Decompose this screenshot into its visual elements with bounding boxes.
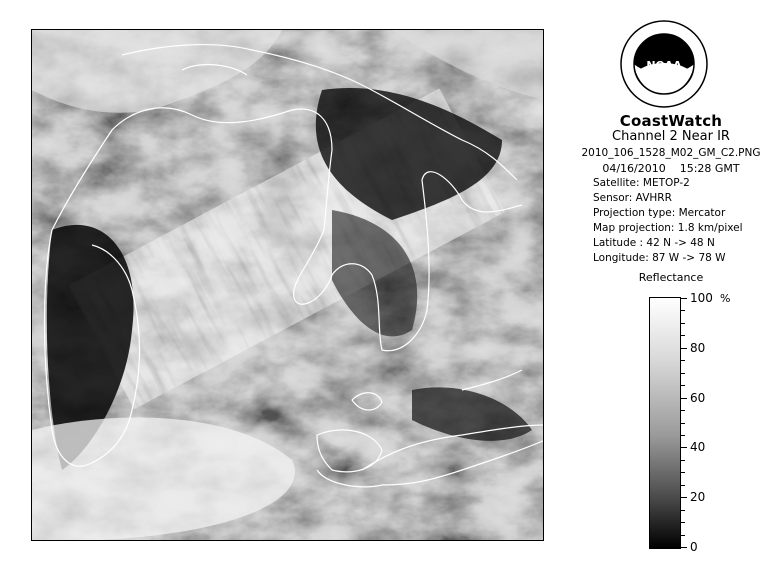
colorbar-tick bbox=[681, 298, 687, 299]
colorbar-tick-label: 60 bbox=[690, 391, 706, 405]
colorbar-label: Reflectance bbox=[638, 271, 704, 284]
colorbar-tick-label: 0 bbox=[690, 540, 698, 554]
colorbar-tick bbox=[681, 398, 687, 399]
colorbar-tick bbox=[681, 460, 685, 461]
latitude-info: Latitude : 42 N -> 48 N bbox=[593, 237, 715, 249]
colorbar-tick-label: 100 bbox=[690, 291, 713, 305]
colorbar-tick bbox=[681, 335, 685, 336]
colorbar-tick bbox=[681, 485, 685, 486]
colorbar-tick bbox=[681, 535, 685, 536]
colorbar-tick bbox=[681, 435, 685, 436]
map-projection-info: Map projection: 1.8 km/pixel bbox=[593, 222, 743, 234]
colorbar-tick bbox=[681, 373, 685, 374]
noaa-logo bbox=[620, 20, 708, 108]
sensor-info: Sensor: AVHRR bbox=[593, 192, 672, 204]
colorbar bbox=[649, 297, 681, 549]
colorbar-tick bbox=[681, 348, 687, 349]
colorbar-tick bbox=[681, 522, 685, 523]
colorbar-unit: % bbox=[720, 292, 731, 305]
channel-name: Channel 2 Near IR bbox=[612, 129, 730, 144]
colorbar-tick bbox=[681, 410, 685, 411]
colorbar-tick bbox=[681, 423, 685, 424]
colorbar-tick-label: 40 bbox=[690, 440, 706, 454]
file-name: 2010_106_1528_M02_GM_C2.PNG bbox=[581, 147, 761, 159]
longitude-info: Longitude: 87 W -> 78 W bbox=[593, 252, 726, 264]
colorbar-tick bbox=[681, 497, 687, 498]
colorbar-tick bbox=[681, 510, 685, 511]
colorbar-tick bbox=[681, 385, 685, 386]
colorbar-tick-label: 80 bbox=[690, 341, 706, 355]
colorbar-tick-label: 20 bbox=[690, 490, 706, 504]
colorbar-tick bbox=[681, 547, 687, 548]
colorbar-tick bbox=[681, 360, 685, 361]
satellite-image-map bbox=[31, 29, 544, 541]
colorbar-tick bbox=[681, 472, 685, 473]
colorbar-tick bbox=[681, 323, 685, 324]
projection-type-info: Projection type: Mercator bbox=[593, 207, 726, 219]
colorbar-tick bbox=[681, 310, 685, 311]
noaa-logo-text: NOAA bbox=[646, 59, 682, 72]
satellite-image bbox=[32, 30, 544, 541]
brand-title: CoastWatch bbox=[619, 112, 723, 130]
satellite-info: Satellite: METOP-2 bbox=[593, 177, 690, 189]
colorbar-tick bbox=[681, 447, 687, 448]
acquisition-datetime: 04/16/2010 15:28 GMT bbox=[602, 162, 740, 175]
